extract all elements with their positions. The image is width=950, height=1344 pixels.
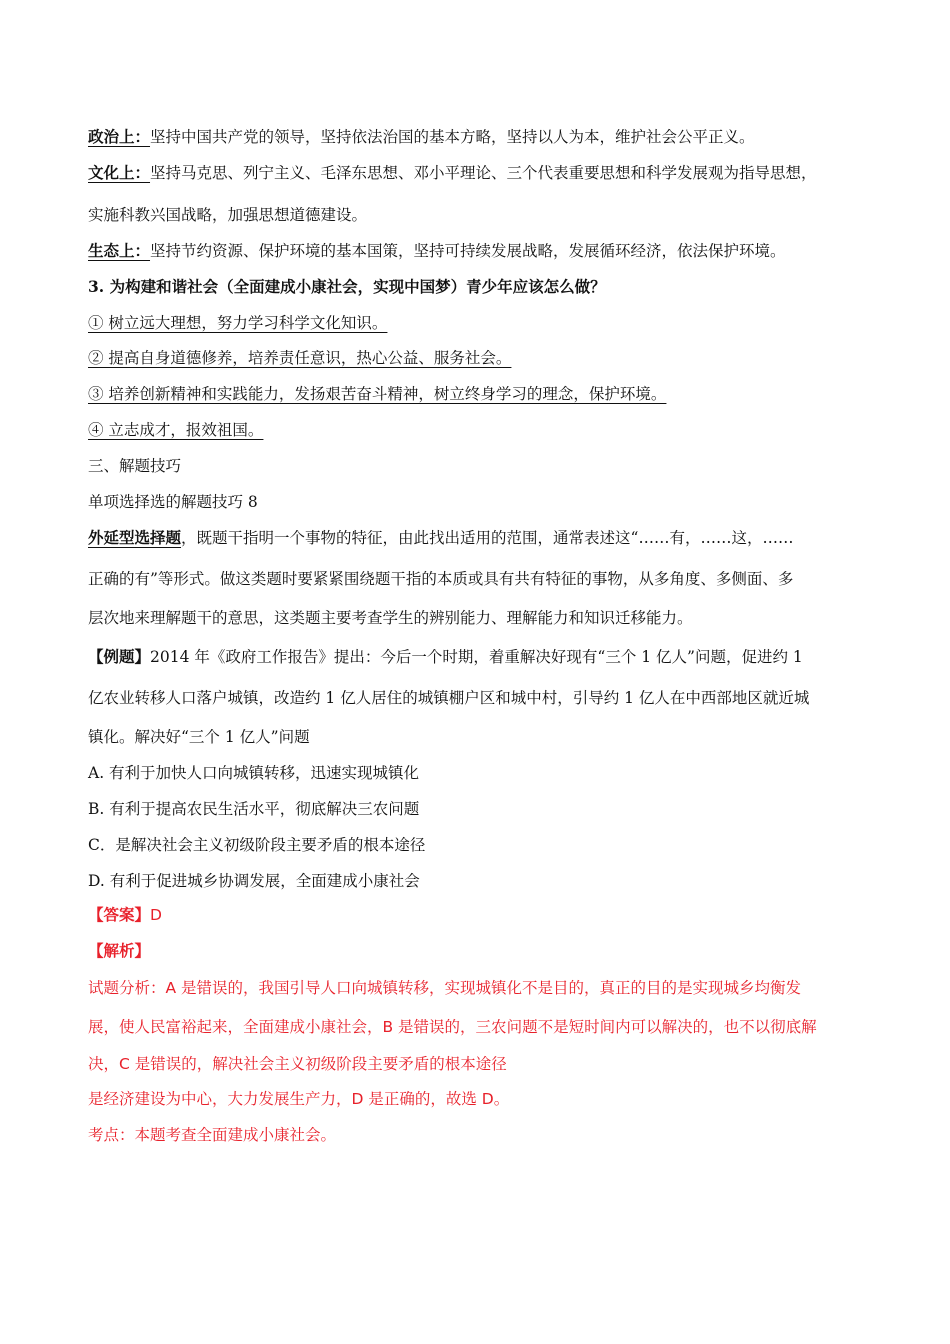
technique-line-1: ，既题干指明一个事物的特征，由此找出适用的范围，通常表述这“……有，……这，…… [181,529,794,547]
culture-text-2: 实施科教兴国战略，加强思想道德建设。 [88,206,368,224]
section3-title: 三、解题技巧 [88,457,182,475]
technique-term: 外延型选择题 [88,528,182,547]
analysis-line-4: 是经济建设为中心，大力发展生产力，D 是正确的，故选 D。 [88,1090,510,1108]
analysis-line-1: 试题分析：A 是错误的，我国引导人口向城镇转移，实现城镇化不是目的，真正的目的是实现城乡均衡发 [88,979,802,997]
example-option-b: B. 有利于提高农民生活水平，彻底解决三农问题 [88,800,420,818]
question3-item-1: ① 树立远大理想，努力学习科学文化知识。 [88,314,388,332]
ecology-paragraph [88,240,786,262]
culture-paragraph [88,162,817,184]
question3-item-4: ④ 立志成才，报效祖国。 [88,421,264,439]
example-line-3: 镇化。解决好“三个 1 亿人”问题 [88,728,310,746]
question3-item-2: ② 提高自身道德修养，培养责任意识，热心公益、服务社会。 [88,349,512,367]
example-line-1: 2014 年《政府工作报告》提出：今后一个时期，着重解决好现有“三个 1 亿人”问题，促进约 1 [150,648,803,666]
analysis-label: 【解析】 [88,942,151,960]
politics-text: 坚持中国共产党的领导，坚持依法治国的基本方略，坚持以人为本，维护社会公平正义。 [150,128,755,146]
analysis-line-2: 展，使人民富裕起来，全面建成小康社会，B 是错误的，三农问题不是短时间内可以解决的，也不以彻底解 [88,1018,817,1036]
example-line-2: 亿农业转移人口落户城镇，改造约 1 亿人居住的城镇棚户区和城中村，引导约 1 亿人在中西部地区就近城 [88,689,810,707]
example-paragraph [88,646,803,668]
politics-label: 政治上： [88,127,151,146]
example-label: 【例题】 [88,647,151,666]
ecology-text: 坚持节约资源、保护环境的基本国策，坚持可持续发展战略，发展循环经济，依法保护环境。 [150,242,786,260]
analysis-line-5: 考点：本题考查全面建成小康社会。 [88,1126,337,1144]
technique-paragraph [88,527,793,549]
answer-value: D [150,906,162,924]
section3-subtitle: 单项选择选的解题技巧 8 [88,493,258,511]
technique-line-2: 正确的有”等形式。做这类题时要紧紧围绕题干指的本质或具有共有特征的事物，从多角度、多侧面、多 [88,570,794,588]
example-option-c: C．是解决社会主义初级阶段主要矛盾的根本途径 [88,836,426,854]
culture-label: 文化上： [88,163,151,182]
analysis-line-3: 决，C 是错误的，解决社会主义初级阶段主要矛盾的根本途径 [88,1055,507,1073]
technique-line-3: 层次地来理解题干的意思，这类题主要考查学生的辨别能力、理解能力和知识迁移能力。 [88,609,693,627]
example-option-a: A. 有利于加快人口向城镇转移，迅速实现城镇化 [88,764,420,782]
answer-line [88,904,162,926]
culture-text-1: 坚持马克思、列宁主义、毛泽东思想、邓小平理论、三个代表重要思想和科学发展观为指导思想， [150,164,817,182]
question3-title: 3. 为构建和谐社会（全面建成小康社会，实现中国梦）青少年应该怎么做？ [88,277,606,296]
ecology-label: 生态上： [88,241,151,260]
politics-paragraph [88,126,755,148]
question3-item-3: ③ 培养创新精神和实践能力，发扬艰苦奋斗精神，树立终身学习的理念，保护环境。 [88,385,667,403]
answer-label: 【答案】 [88,906,151,924]
example-option-d: D. 有利于促进城乡协调发展，全面建成小康社会 [88,872,420,890]
